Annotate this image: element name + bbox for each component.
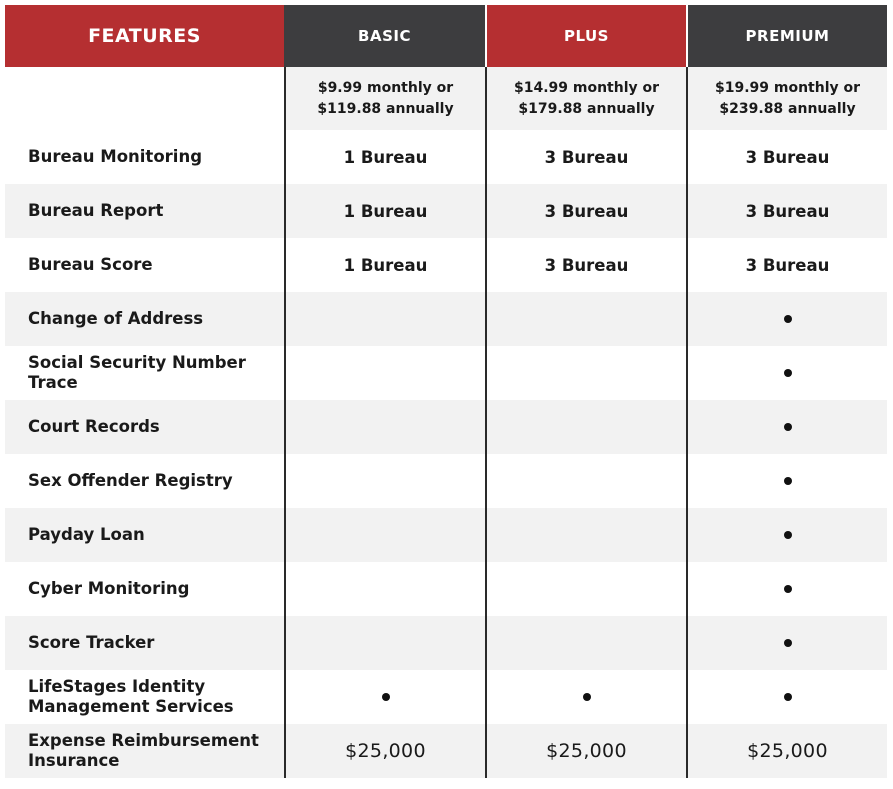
price-premium-annual: $239.88 annually [719,100,856,117]
header-basic: BASIC [284,5,485,67]
value-premium [686,454,887,508]
header-plus: PLUS [485,5,686,67]
value-plus [485,670,686,724]
feature-label: Payday Loan [5,508,284,562]
price-plus-monthly: $14.99 monthly or [513,79,660,96]
price-basic-annual: $119.88 annually [317,100,454,117]
value-plus [485,616,686,670]
value-premium [686,400,887,454]
header-features: FEATURES [5,5,284,67]
price-basic [284,67,485,130]
included-dot-icon [784,423,792,431]
included-dot-icon [784,477,792,485]
feature-label: Expense Reimbursement Insurance [5,724,284,778]
feature-label: Sex Offender Registry [5,454,284,508]
feature-label: Score Tracker [5,616,284,670]
feature-label: Bureau Score [5,238,284,292]
feature-label: Court Records [5,400,284,454]
value-basic: 1 Bureau [284,238,485,292]
price-plus [485,67,686,130]
value-premium: $25,000 [686,724,887,778]
price-row-spacer [5,67,284,130]
value-plus [485,400,686,454]
included-dot-icon [784,693,792,701]
value-premium [686,346,887,400]
value-basic [284,562,485,616]
value-plus [485,346,686,400]
included-dot-icon [784,315,792,323]
price-premium [686,67,887,130]
value-basic: 1 Bureau [284,184,485,238]
value-plus: 3 Bureau [485,238,686,292]
price-basic-monthly: $9.99 monthly or [317,79,454,96]
value-plus: 3 Bureau [485,184,686,238]
value-premium [686,508,887,562]
value-basic: 1 Bureau [284,130,485,184]
feature-label: Bureau Monitoring [5,130,284,184]
feature-label: Change of Address [5,292,284,346]
value-plus [485,508,686,562]
value-premium: 3 Bureau [686,238,887,292]
value-premium: 3 Bureau [686,130,887,184]
value-basic [284,400,485,454]
feature-label: Cyber Monitoring [5,562,284,616]
included-dot-icon [784,531,792,539]
feature-label: Bureau Report [5,184,284,238]
value-plus: 3 Bureau [485,130,686,184]
feature-label: LifeStages Identity Management Services [5,670,284,724]
value-premium [686,292,887,346]
value-plus [485,292,686,346]
value-premium [686,670,887,724]
value-premium: 3 Bureau [686,184,887,238]
value-premium [686,562,887,616]
value-basic [284,454,485,508]
value-plus [485,562,686,616]
value-basic [284,616,485,670]
value-basic [284,670,485,724]
value-plus: $25,000 [485,724,686,778]
value-basic [284,508,485,562]
price-plus-annual: $179.88 annually [518,100,655,117]
value-premium [686,616,887,670]
included-dot-icon [784,639,792,647]
header-premium: PREMIUM [686,5,887,67]
value-basic [284,346,485,400]
included-dot-icon [784,369,792,377]
value-basic [284,292,485,346]
pricing-comparison-table [5,5,887,778]
value-plus [485,454,686,508]
price-premium-monthly: $19.99 monthly or [714,79,861,96]
included-dot-icon [583,693,591,701]
feature-label: Social Security Number Trace [5,346,284,400]
included-dot-icon [382,693,390,701]
value-basic: $25,000 [284,724,485,778]
included-dot-icon [784,585,792,593]
